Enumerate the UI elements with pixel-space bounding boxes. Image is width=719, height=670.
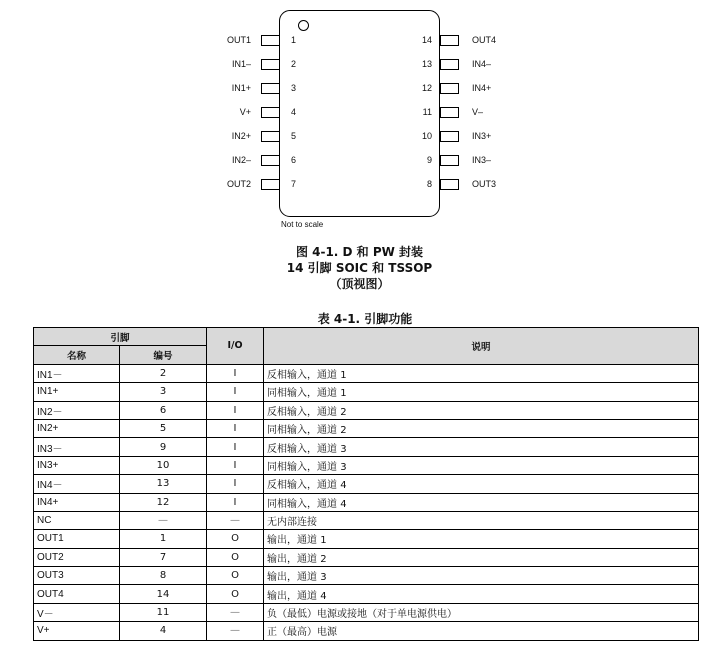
cell-description: 同相输入，通道 2 [264,419,699,437]
not-to-scale-note: Not to scale [281,220,324,229]
cell-description: 输出，通道 4 [264,585,699,603]
cell-io: I [207,401,264,419]
cell-pin-name: IN3－ [34,438,120,456]
cell-pin-name: OUT1 [34,530,120,548]
cell-io: O [207,548,264,566]
header-name: 名称 [34,346,120,364]
header-number: 编号 [120,346,207,364]
cell-pin-name: V－ [34,603,120,621]
pin-lead-10 [440,131,459,142]
cell-io: — [207,603,264,621]
table-row [34,401,699,419]
pin-name-6: IN2– [231,155,251,165]
table-row [34,438,699,456]
cell-description: 无内部连接 [264,511,699,529]
cell-description: 同相输入，通道 4 [264,493,699,511]
cell-description: 同相输入，通道 1 [264,383,699,401]
cell-io: I [207,383,264,401]
figure-caption-view: （顶视图） [329,277,390,291]
pin-name-14: OUT4 [472,35,497,45]
cell-description: 反相输入，通道 2 [264,401,699,419]
pin-lead-14 [440,35,459,46]
pin-lead-2 [261,59,280,70]
pin-lead-13 [440,59,459,70]
cell-description: 输出，通道 3 [264,567,699,585]
pin-name-4: V+ [239,107,251,117]
pin-number-2: 2 [291,59,297,69]
cell-pin-name: IN2－ [34,401,120,419]
cell-pin-number: 11 [120,603,207,621]
pin-number-13: 13 [421,59,432,69]
pin-lead-6 [261,155,280,166]
pin-name-3: IN1+ [231,83,251,93]
pin-number-7: 7 [291,179,297,189]
table-row [34,530,699,548]
table-row [34,383,699,401]
pin-lead-1 [261,35,280,46]
cell-pin-name: OUT3 [34,567,120,585]
pin-name-9: IN3– [472,155,492,165]
pin-lead-7 [261,179,280,190]
cell-description: 反相输入，通道 1 [264,364,699,382]
pin-lead-4 [261,107,280,118]
pin-number-1: 1 [291,35,297,45]
cell-pin-name: IN1+ [34,383,120,401]
pin-name-8: OUT3 [472,179,497,189]
table-row [34,493,699,511]
cell-io: O [207,567,264,585]
cell-pin-number: 14 [120,585,207,603]
table-row [34,364,699,382]
cell-pin-name: IN3+ [34,456,120,474]
cell-io: I [207,419,264,437]
pin-lead-5 [261,131,280,142]
header-description: 说明 [264,328,699,365]
cell-io: I [207,364,264,382]
pin-name-5: IN2+ [231,131,251,141]
cell-pin-number: 5 [120,419,207,437]
cell-description: 反相输入，通道 4 [264,475,699,493]
pin1-marker-icon [298,20,309,31]
cell-pin-number: 4 [120,622,207,640]
pin-number-11: 11 [422,107,432,117]
cell-pin-number: — [120,511,207,529]
pin-name-7: OUT2 [226,179,251,189]
pin-name-13: IN4– [472,59,492,69]
pin-number-8: 8 [426,179,432,189]
cell-pin-number: 9 [120,438,207,456]
table-caption: 表 4-1. 引脚功能 [317,312,413,326]
pin-name-10: IN3+ [472,131,492,141]
cell-description: 正（最高）电源 [264,622,699,640]
cell-pin-number: 12 [120,493,207,511]
cell-io: — [207,622,264,640]
pin-number-14: 14 [421,35,432,45]
pin-number-6: 6 [291,155,297,165]
table-row [34,548,699,566]
header-io: I/O [207,328,264,365]
cell-io: I [207,438,264,456]
pin-number-5: 5 [291,131,297,141]
pin-name-12: IN4+ [472,83,492,93]
cell-io: — [207,511,264,529]
header-pin-group: 引脚 [34,328,207,346]
cell-pin-name: OUT2 [34,548,120,566]
cell-pin-name: IN1－ [34,364,120,382]
cell-pin-number: 10 [120,456,207,474]
cell-description: 输出，通道 1 [264,530,699,548]
table-row [34,567,699,585]
cell-description: 输出，通道 2 [264,548,699,566]
cell-pin-number: 8 [120,567,207,585]
cell-pin-name: IN4+ [34,493,120,511]
cell-pin-name: IN2+ [34,419,120,437]
pin-number-12: 12 [421,83,432,93]
cell-pin-name: OUT4 [34,585,120,603]
figure-caption-package: 14 引脚 SOIC 和 TSSOP [286,261,433,275]
cell-pin-number: 1 [120,530,207,548]
table-row [34,456,699,474]
cell-pin-number: 7 [120,548,207,566]
cell-description: 同相输入，通道 3 [264,456,699,474]
pin-name-1: OUT1 [226,35,251,45]
table-row [34,419,699,437]
cell-io: I [207,456,264,474]
table-row [34,622,699,640]
cell-io: I [207,475,264,493]
cell-pin-number: 13 [120,475,207,493]
figure-caption-title: 图 4-1. D 和 PW 封装 [295,245,424,259]
pin-number-9: 9 [426,155,432,165]
pin-name-2: IN1– [231,59,251,69]
pin-lead-12 [440,83,459,94]
ic-package-body [279,10,440,217]
pin-diagram [0,0,719,240]
table-row [34,603,699,621]
cell-pin-name: IN4－ [34,475,120,493]
cell-description: 反相输入，通道 3 [264,438,699,456]
table-row [34,475,699,493]
pin-lead-11 [440,107,459,118]
pin-name-11: V– [472,107,484,117]
pin-lead-9 [440,155,459,166]
cell-pin-name: V+ [34,622,120,640]
pin-number-4: 4 [291,107,297,117]
pin-lead-8 [440,179,459,190]
cell-description: 负（最低）电源或接地（对于单电源供电） [264,603,699,621]
cell-pin-number: 6 [120,401,207,419]
pin-number-3: 3 [291,83,297,93]
table-row [34,585,699,603]
pin-lead-3 [261,83,280,94]
cell-pin-number: 2 [120,364,207,382]
cell-pin-number: 3 [120,383,207,401]
table-row [34,511,699,529]
figure-caption [0,244,719,292]
cell-pin-name: NC [34,511,120,529]
table-body [34,364,699,640]
cell-io: O [207,530,264,548]
cell-io: O [207,585,264,603]
pin-number-10: 10 [421,131,432,141]
cell-io: I [207,493,264,511]
pin-functions-table [33,327,699,641]
